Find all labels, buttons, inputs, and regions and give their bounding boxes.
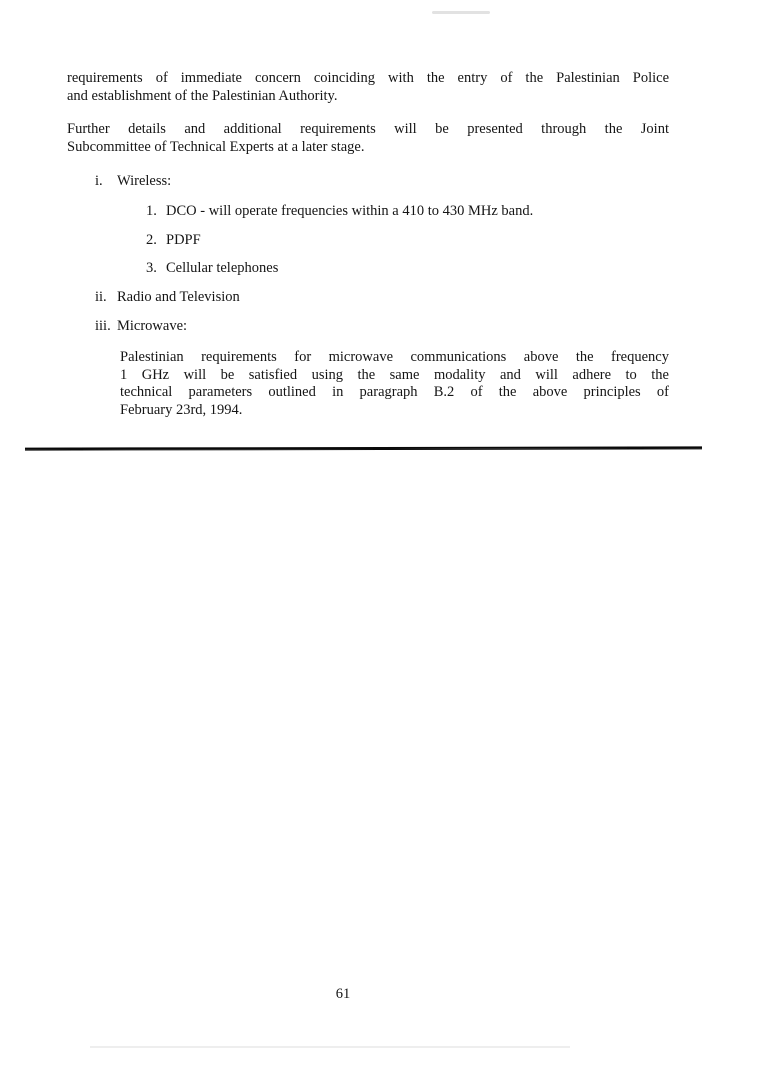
list-item-radio-television — [95, 289, 669, 307]
paragraph-further-details-line-2: Subcommittee of Technical Experts at a later stage. — [67, 138, 365, 155]
list-label-cellular: Cellular telephones — [166, 259, 279, 276]
list-marker-dco: 1. — [146, 202, 157, 219]
list-marker-radio-television: ii. — [95, 289, 107, 305]
paragraph-microwave-line-3: technical parameters outlined in paragraph B.2 of the above principles of — [120, 384, 669, 400]
list-item-dco — [146, 203, 669, 221]
paragraph-microwave — [120, 349, 669, 419]
list-item-microwave — [95, 318, 669, 336]
list-marker-microwave: iii. — [95, 317, 111, 334]
list-item-pdpf — [146, 232, 669, 250]
paragraph-intro-line-1: requirements of immediate concern coinciding with the entry of the Palestinian Police — [67, 70, 669, 86]
paragraph-intro — [67, 70, 669, 105]
paragraph-further-details-line-1: Further details and additional requirements will be presented through the Joint — [67, 121, 669, 137]
list-marker-cellular: 3. — [146, 259, 157, 276]
list-label-pdpf: PDPF — [166, 232, 201, 248]
horizontal-rule — [25, 446, 702, 450]
list-label-wireless: Wireless: — [117, 173, 172, 189]
list-item-cellular — [146, 260, 669, 278]
page-number: 61 — [335, 986, 351, 1002]
list-label-microwave: Microwave: — [117, 317, 188, 334]
scan-artifact — [432, 11, 490, 14]
scan-artifact — [90, 1046, 570, 1048]
list-label-radio-television: Radio and Television — [117, 289, 240, 305]
paragraph-intro-line-2: and establishment of the Palestinian Authority. — [67, 87, 338, 104]
paragraph-microwave-line-1: Palestinian requirements for microwave communications above the frequency — [120, 349, 669, 365]
list-marker-pdpf: 2. — [146, 232, 157, 248]
paragraph-microwave-line-2: 1 GHz will be satisfied using the same modality and will adhere to the — [120, 366, 669, 383]
list-label-dco: DCO - will operate frequencies within a 410 to 430 MHz band. — [166, 202, 534, 219]
page-content — [67, 70, 669, 419]
list-marker-wireless: i. — [95, 173, 103, 189]
list-item-wireless — [95, 173, 669, 191]
paragraph-further-details — [67, 121, 669, 156]
paragraph-microwave-line-4: February 23rd, 1994. — [120, 401, 243, 418]
